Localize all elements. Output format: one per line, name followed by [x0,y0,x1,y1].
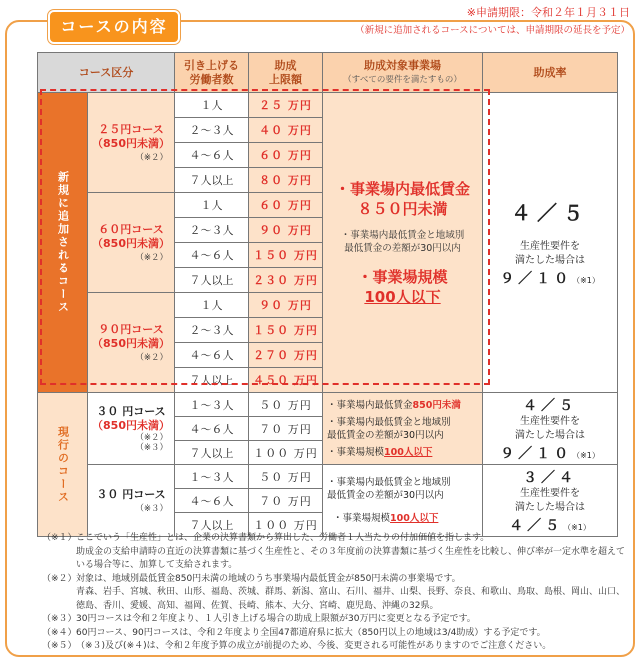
workers-cell: １～３人 [175,465,249,489]
limit-cell: ９０ 万円 [249,293,323,318]
page-title: コースの内容 [48,10,180,44]
cur2-rate [483,465,618,537]
footnote-text: 対象は、地域別最低賃金850円未満の地域のうち事業場内最低賃金が850円未満の事業場です。 青森、岩手、宮城、秋田、山形、福島、茨城、群馬、新潟、富山、石川、福井、山梨、長野、奈良、和歌山、鳥取、島根、岡山、山口、徳島、香川、愛媛、高知、福岡、佐賀、長崎、熊本、大分、宮崎、鹿児島、沖縄の32県。 [76,573,626,611]
limit-cell: ５０ 万円 [249,465,323,489]
workers-cell: ４～６人 [175,343,249,368]
new-target-line3: ・事業場規模 [357,267,448,286]
cur2-rate-big: ３／４ [523,469,578,486]
cur1-target-c-pre: ・事業場規模 [327,446,385,458]
header-target-label: 助成対象事業場 [364,58,442,72]
footnote [42,627,632,641]
footnote [42,613,632,627]
cur2-target-c [327,512,482,525]
cur1-rate-note: （※1） [572,450,600,460]
limit-cell: ５０ 万円 [249,393,323,417]
new-target-line2: ８５０円未満 [357,199,448,218]
cur2-rate-value: ４／５ [509,517,564,534]
course-30a-sub: （850円未満） [92,418,170,432]
workers-cell: ７人以上 [175,441,249,465]
new-rate-big: ４／５ [511,201,590,225]
course-30a-name: ３０ 円コース [96,404,166,418]
course-25-sub: （850円未満） [92,136,170,150]
limit-cell: ７０ 万円 [249,489,323,513]
course-30b-name: ３０ 円コース [96,487,166,501]
footnotes [42,532,632,654]
course-60 [88,193,175,293]
workers-cell: ２～３人 [175,318,249,343]
cur1-rate-big: ４／５ [523,397,578,414]
cur1-target-c-red: 100人以下 [384,446,433,458]
limit-cell: ２７０ 万円 [249,343,323,368]
limit-cell: ８０ 万円 [249,168,323,193]
workers-cell: ４～６人 [175,243,249,268]
course-25-note: （※２） [135,152,169,163]
header-target [323,53,483,93]
workers-cell: ４～６人 [175,489,249,513]
course-90-note: （※２） [135,352,169,363]
cur2-rate-note: （※1） [563,522,591,532]
cur1-target-a-red: 850円未満 [412,399,461,411]
cur1-rate-text: 生産性要件を 満たした場合は [515,415,586,441]
cur2-target [323,465,483,537]
limit-cell: １５０ 万円 [249,318,323,343]
header-workers: 引き上げる 労働者数 [175,53,249,93]
header-limit: 助成 上限額 [249,53,323,93]
cur1-target-b: ・事業場内最低賃金と地域別 最低賃金の差額が30円以内 [327,416,451,441]
workers-cell: ７人以上 [175,513,249,537]
deadline: ※申請期限：令和２年１月３１日 [466,6,630,19]
course-25-name: ２５円コース [98,122,164,136]
limit-cell: ２３０ 万円 [249,268,323,293]
workers-cell: １～３人 [175,393,249,417]
group-current: 現行のコース [38,393,88,537]
course-60-name: ６０円コース [98,222,164,236]
workers-cell: ４～６人 [175,417,249,441]
workers-cell: １人 [175,193,249,218]
limit-cell: ６０ 万円 [249,193,323,218]
cur2-rate-text: 生産性要件を 満たした場合は [515,487,586,513]
footnote-key: （※５） [42,641,77,651]
workers-cell: ２～３人 [175,118,249,143]
limit-cell: ９０ 万円 [249,218,323,243]
footnote-text: 30円コースは令和２年度より、１人引き上げる場合の助成上限額が30万円に変更となる予定です。 [76,614,476,624]
limit-cell: ７０ 万円 [249,417,323,441]
workers-cell: ７人以上 [175,168,249,193]
workers-cell: ４～６人 [175,143,249,168]
new-rate-text: 生産性要件を 満たした場合は [515,241,586,266]
cur2-target-b: ・事業場内最低賃金と地域別 最低賃金の差額が30円以内 [327,477,451,501]
limit-cell: １５０ 万円 [249,243,323,268]
workers-cell: １人 [175,293,249,318]
workers-cell: ７人以上 [175,268,249,293]
course-25 [88,93,175,193]
limit-cell: ４５０ 万円 [249,368,323,393]
header-target-sub: （すべての要件を満たすもの） [343,74,462,85]
header-rate: 助成率 [483,53,618,93]
course-30b-note: （※３） [135,503,169,514]
cur1-rate-value: ９／１０ [500,445,573,462]
workers-cell: ７人以上 [175,368,249,393]
footnote-key: （※４） [42,627,77,638]
course-90-sub: （850円未満） [92,336,170,350]
new-target-mid: ・事業場内最低賃金と地域別 最低賃金の差額が30円以内 [340,229,465,254]
footnote-text: （※３)及び(※４)は、令和２年度予算の成立が前提のため、今後、変更される可能性がありますのでご注意ください。 [76,641,552,651]
cur1-rate [483,393,618,465]
course-90-name: ９０円コース [98,322,164,336]
limit-cell: １００ 万円 [249,513,323,537]
cur1-rate-line [483,443,617,463]
cur1-target [323,393,483,465]
table-header-row [38,53,618,93]
new-rate [483,93,618,393]
limit-cell: ２５ 万円 [249,93,323,118]
course-60-note: （※２） [135,252,169,263]
footnote-text: 60円コース、90円コースは、令和２年度より全国47都道府県に拡大（850円以上の地域は3/4助成）する予定です。 [76,627,546,638]
course-60-sub: （850円未満） [92,236,170,250]
course-30a [88,393,175,465]
deadline-note: （新規に追加されるコースについては、申請期限の延長を予定） [355,25,630,36]
new-rate-value: ９／１０ [500,271,573,287]
new-target-line4: 100人以下 [364,287,441,306]
footnote [42,532,632,573]
footnote-key: （※２） [42,573,77,584]
cur1-target-a-pre: ・事業場内最低賃金 [327,399,413,411]
course-90 [88,293,175,393]
new-target [323,93,483,393]
limit-cell: ６０ 万円 [249,143,323,168]
new-rate-note: （※1） [572,276,600,285]
limit-cell: １００ 万円 [249,441,323,465]
cur2-target-c-red: 100人以下 [390,513,439,524]
new-rate-line [483,268,617,288]
cur1-target-c [327,446,482,459]
footnote-key: （※３） [42,614,77,624]
header-course: コース区分 [38,53,175,93]
footnote-text: ここでいう「生産性」とは、企業の決算書類から算出した、労働者１人当たりの付加価値を指します。 助成金の支給申請時の直近の決算書類に基づく生産性と、その３年度前の決算書類に基づく生産性を比較し、伸び率が一定水準を超えている場合等に、加算して支給されます。 [76,533,626,570]
footnote [42,640,632,654]
footnote-key: （※１） [42,533,77,543]
course-30a-note: （※２） （※３） [135,432,169,453]
cur1-target-a [327,399,482,412]
new-target-line1: ・事業場内最低賃金 [335,179,471,198]
footnote [42,573,632,614]
workers-cell: １人 [175,93,249,118]
workers-cell: ２～３人 [175,218,249,243]
course-30b [88,465,175,537]
course-table [37,52,618,537]
cur2-target-c-pre: ・事業場規模 [333,513,391,524]
group-new: 新規に追加されるコース [38,93,88,393]
limit-cell: ４０ 万円 [249,118,323,143]
